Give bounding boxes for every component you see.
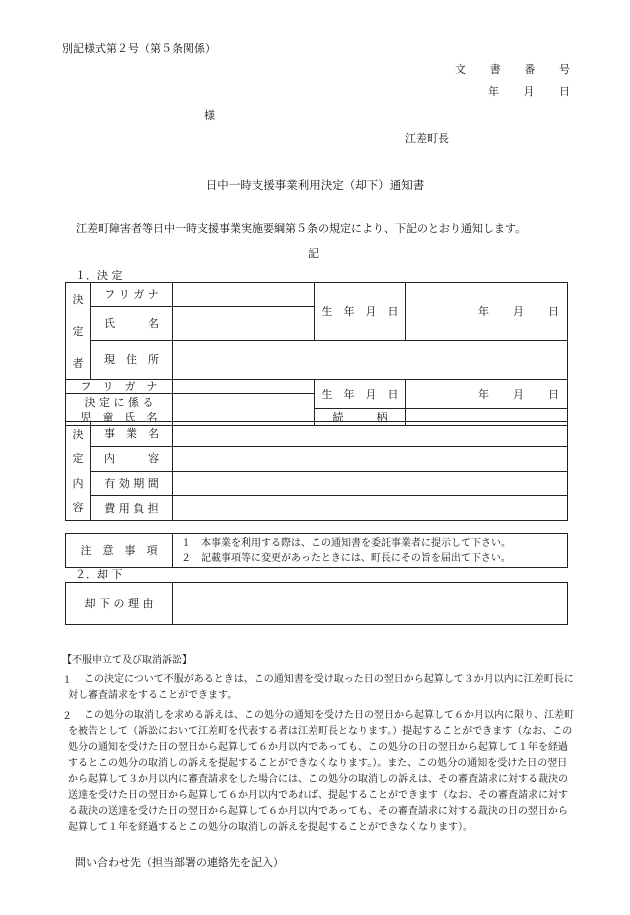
validity-label: 有 効 期 間 (91, 471, 173, 496)
content-char: 決 (72, 427, 84, 441)
name-label: 氏 名 (91, 306, 173, 340)
business-name-label: 事 業 名 (91, 422, 173, 447)
intro-text: 江差町障害者等日中一時支援事業実施要綱第５条の規定により、下記のとおり通知します。 (76, 222, 527, 235)
cost-label: 費 用 負 担 (91, 496, 173, 521)
note-item: １ 本事業を利用する際は、この通知書を委託事業者に提示して下さい。 (181, 537, 511, 549)
birth-month: 月 (513, 304, 524, 318)
content-label (66, 422, 91, 521)
doc-number-char: 番 (524, 63, 536, 76)
doc-number-char: 文 (455, 63, 466, 76)
date-day: 日 (559, 85, 570, 98)
doc-number-char: 書 (489, 63, 501, 76)
relation-label: 続 柄 (315, 409, 406, 426)
appeal-item2: この処分の取消しを求める訴えは、この処分の通知を受けた日の翌日から起算して６か月以内に限り、江差町を被告として（訴訟において江差町を代表する者は江差町長となります。）提起することができます（なお、この処分の通知を受けた日の翌日から起算して６か月以内であっても、この処分の日の翌日から起算して１年を経過するとこの処分の取消しの訴えを提起することができなくなります。）。また、この処分の通知を受けた日の翌日から起算して３か月以内に審査請求をした場合には、この処分の取消しの訴えは、その審査請求に対する裁決の送達を受けた日の翌日から起算して６か月以内であれば、提起することができます（なお、その審査請求に対する裁決の送達を受けた日の翌日から起算して６か月以内であっても、その審査請求に対する裁決の日の翌日から起算して１年を経過するとこの処分の取消しの訴えを提起することができなくなります）。 (68, 710, 574, 833)
furigana-label: フ リ ガ ナ (91, 283, 173, 307)
content-char: 容 (72, 501, 84, 515)
rejection-table (65, 582, 568, 625)
date-month: 月 (523, 85, 535, 98)
document-title: 日中一時支援事業利用決定（却下）通知書 (205, 178, 425, 192)
birth-field[interactable] (406, 283, 568, 341)
date-year: 年 (488, 85, 499, 98)
notes-table (65, 533, 568, 568)
section1-heading: １．決 定 (75, 269, 123, 282)
details-field[interactable] (173, 446, 568, 471)
child-birth-field[interactable] (406, 380, 568, 409)
child-furigana-label: フ リ ガ ナ (66, 380, 173, 394)
decision-table (65, 282, 568, 426)
content-char: 内 (72, 476, 84, 490)
birth-day: 日 (548, 304, 559, 318)
appeal-item1-number: １ (62, 675, 72, 686)
recipient-char: 者 (72, 356, 84, 370)
header-date (488, 86, 570, 97)
content-char: 定 (72, 452, 84, 466)
addressee: 様 (204, 109, 215, 122)
rejection-reason-label: 却 下 の 理 由 (66, 583, 173, 625)
recipient-char: 定 (72, 324, 84, 338)
content-table (65, 421, 568, 521)
child-name-line2: 児 童 氏 名 (80, 410, 158, 424)
cost-field[interactable] (173, 496, 568, 521)
birth-year: 年 (478, 304, 489, 318)
details-label: 内 容 (91, 446, 173, 471)
birth-label: 生 年 月 日 (315, 283, 406, 341)
name-field[interactable] (173, 306, 315, 340)
child-furigana-field[interactable] (173, 380, 315, 394)
doc-number-char: 号 (558, 63, 570, 76)
child-birth-month: 月 (513, 387, 524, 401)
address-label: 現 住 所 (91, 340, 173, 379)
rejection-reason-field[interactable] (173, 583, 568, 625)
business-name-field[interactable] (173, 422, 568, 447)
appeal-item2-number: ２ (62, 711, 72, 722)
contact-info: 問い合わせ先（担当部署の連絡先を記入） (75, 856, 284, 869)
child-birth-year: 年 (478, 387, 489, 401)
recipient-char: 決 (72, 292, 84, 306)
form-number: 別記様式第２号（第５条関係） (62, 42, 216, 55)
child-birth-day: 日 (548, 387, 559, 401)
recipient-label (66, 283, 91, 380)
child-name-line1: 決 定 に 係 る (84, 395, 154, 409)
appeal-item1: この決定について不服があるときは、この通知書を受け取った日の翌日から起算して３か月以内に江差町長に対し審査請求をすることができます。 (68, 674, 574, 701)
validity-field[interactable] (173, 471, 568, 496)
furigana-field[interactable] (173, 283, 315, 307)
note-item: ２ 記載事項等に変更があったときには、町長にその旨を届出て下さい。 (181, 552, 511, 564)
ki-mark: 記 (308, 247, 319, 260)
section2-heading: ２．却 下 (75, 568, 123, 581)
notes-content (173, 534, 568, 568)
appeal-heading: 【不服申立て及び取消訴訟】 (62, 655, 192, 666)
notes-label: 注 意 事 項 (66, 534, 173, 568)
child-birth-label: 生 年 月 日 (315, 380, 406, 409)
issuer: 江差町長 (405, 132, 449, 145)
address-field[interactable] (173, 340, 568, 379)
doc-number-label (455, 64, 570, 75)
